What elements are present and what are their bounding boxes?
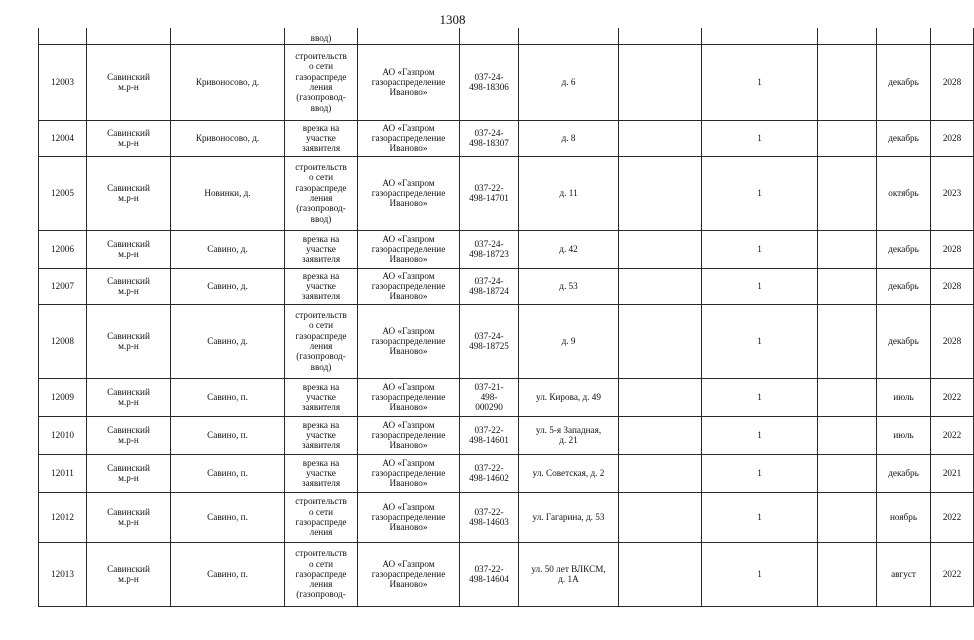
cell-quantity: 1 [702, 120, 818, 156]
cell-address: д. 11 [519, 156, 619, 230]
cell-month: декабрь [877, 44, 931, 120]
cell-number: 12012 [39, 492, 87, 542]
cell-address: д. 8 [519, 120, 619, 156]
cell-year: 2022 [931, 378, 974, 416]
cell-organization: АО «Газпром газораспределение Иваново» [358, 230, 460, 268]
cell-address: ул. Гагарина, д. 53 [519, 492, 619, 542]
cell-number: 12007 [39, 268, 87, 304]
cell-empty-1 [619, 268, 702, 304]
cell-work-type: врезка на участке заявителя [285, 378, 358, 416]
cell-locality: Савино, п. [171, 492, 285, 542]
cell-empty-1 [619, 44, 702, 120]
cell-year: 2028 [931, 268, 974, 304]
cell-code: 037-22- 498-14602 [460, 454, 519, 492]
cell-year: 2028 [931, 230, 974, 268]
cell-month: ноябрь [877, 492, 931, 542]
cell-locality: Савино, п. [171, 416, 285, 454]
table-row [39, 120, 974, 156]
cell-address: д. 42 [519, 230, 619, 268]
cell-empty-2 [818, 416, 877, 454]
cell-code: 037-24- 498-18724 [460, 268, 519, 304]
cell-work-type: строительств о сети газораспреде ления [285, 492, 358, 542]
cell-work-type: строительств о сети газораспреде ления (газопровод- ввод) [285, 304, 358, 378]
cell-empty-2 [818, 120, 877, 156]
cell-locality: Савино, п. [171, 378, 285, 416]
table-row [39, 416, 974, 454]
cell-number: 12003 [39, 44, 87, 120]
cell-address: ул. 5-я Западная, д. 21 [519, 416, 619, 454]
cell-district: Савинский м.р-н [87, 542, 171, 606]
table-row [39, 492, 974, 542]
cell-organization: АО «Газпром газораспределение Иваново» [358, 156, 460, 230]
cell-code: 037-24- 498-18306 [460, 44, 519, 120]
cell-empty-2 [818, 542, 877, 606]
cell-district: Савинский м.р-н [87, 268, 171, 304]
cell-year: 2022 [931, 492, 974, 542]
cell-organization: АО «Газпром газораспределение Иваново» [358, 542, 460, 606]
cell-year: 2022 [931, 542, 974, 606]
cell-empty-1 [619, 304, 702, 378]
cell-organization: АО «Газпром газораспределение Иваново» [358, 120, 460, 156]
cell-address: ул. Советская, д. 2 [519, 454, 619, 492]
cell-work-type: врезка на участке заявителя [285, 120, 358, 156]
cell-code: 037-22- 498-14603 [460, 492, 519, 542]
cell-quantity: 1 [702, 416, 818, 454]
cell-month: декабрь [877, 120, 931, 156]
cell-district: Савинский м.р-н [87, 378, 171, 416]
cell-month: декабрь [877, 304, 931, 378]
cell-locality [171, 28, 285, 44]
cell-locality: Савино, п. [171, 454, 285, 492]
cell-empty-2 [818, 454, 877, 492]
cell-quantity: 1 [702, 44, 818, 120]
cell-district: Савинский м.р-н [87, 454, 171, 492]
cell-empty-2 [818, 230, 877, 268]
table-row [39, 378, 974, 416]
table-row [39, 44, 974, 120]
cell-empty-2 [818, 492, 877, 542]
cell-work-type: строительств о сети газораспреде ления (газопровод- [285, 542, 358, 606]
cell-organization: АО «Газпром газораспределение Иваново» [358, 44, 460, 120]
cell-empty-1 [619, 542, 702, 606]
cell-work-type: врезка на участке заявителя [285, 416, 358, 454]
cell-district: Савинский м.р-н [87, 492, 171, 542]
cell-organization: АО «Газпром газораспределение Иваново» [358, 492, 460, 542]
cell-work-type: врезка на участке заявителя [285, 268, 358, 304]
cell-address: д. 6 [519, 44, 619, 120]
cell-district: Савинский м.р-н [87, 230, 171, 268]
cell-year: 2021 [931, 454, 974, 492]
cell-quantity [702, 28, 818, 44]
cell-locality: Новинки, д. [171, 156, 285, 230]
cell-number: 12011 [39, 454, 87, 492]
cell-work-type: строительств о сети газораспреде ления (газопровод- ввод) [285, 156, 358, 230]
cell-work-type: врезка на участке заявителя [285, 454, 358, 492]
cell-number: 12006 [39, 230, 87, 268]
cell-number: 12010 [39, 416, 87, 454]
cell-month: июль [877, 378, 931, 416]
cell-month: декабрь [877, 454, 931, 492]
table-row [39, 304, 974, 378]
cell-empty-1 [619, 492, 702, 542]
cell-number: 12004 [39, 120, 87, 156]
cell-organization: АО «Газпром газораспределение Иваново» [358, 304, 460, 378]
cell-organization: АО «Газпром газораспределение Иваново» [358, 378, 460, 416]
cell-empty-1 [619, 454, 702, 492]
cell-quantity: 1 [702, 304, 818, 378]
cell-quantity: 1 [702, 492, 818, 542]
cell-month: август [877, 542, 931, 606]
cell-number: 12013 [39, 542, 87, 606]
cell-organization: АО «Газпром газораспределение Иваново» [358, 416, 460, 454]
cell-code: 037-24- 498-18723 [460, 230, 519, 268]
cell-work-type: врезка на участке заявителя [285, 230, 358, 268]
cell-district: Савинский м.р-н [87, 156, 171, 230]
cell-empty-1 [619, 378, 702, 416]
cell-year: 2028 [931, 44, 974, 120]
cell-empty-1 [619, 156, 702, 230]
cell-code: 037-24- 498-18725 [460, 304, 519, 378]
cell-number: 12005 [39, 156, 87, 230]
cell-year [931, 28, 974, 44]
table-row [39, 268, 974, 304]
cell-district: Савинский м.р-н [87, 44, 171, 120]
cell-month: декабрь [877, 230, 931, 268]
cell-district: Савинский м.р-н [87, 416, 171, 454]
cell-code: 037-22- 498-14701 [460, 156, 519, 230]
cell-code: 037-22- 498-14601 [460, 416, 519, 454]
cell-year: 2028 [931, 120, 974, 156]
cell-code: 037-24- 498-18307 [460, 120, 519, 156]
cell-locality: Кривоносово, д. [171, 120, 285, 156]
cell-address [519, 28, 619, 44]
cell-organization: АО «Газпром газораспределение Иваново» [358, 268, 460, 304]
cell-empty-2 [818, 156, 877, 230]
cell-quantity: 1 [702, 542, 818, 606]
cell-year: 2028 [931, 304, 974, 378]
cell-code [460, 28, 519, 44]
continued-row [39, 28, 974, 44]
cell-number: 12008 [39, 304, 87, 378]
table-row [39, 230, 974, 268]
cell-empty-2 [818, 268, 877, 304]
cell-empty-2 [818, 304, 877, 378]
cell-quantity: 1 [702, 378, 818, 416]
cell-empty-1 [619, 230, 702, 268]
cell-year: 2022 [931, 416, 974, 454]
page-number: 1308 [439, 12, 466, 27]
cell-district: Савинский м.р-н [87, 304, 171, 378]
cell-quantity: 1 [702, 156, 818, 230]
gas-connection-table [38, 28, 974, 607]
cell-work-type: строительств о сети газораспреде ления (газопровод- ввод) [285, 44, 358, 120]
table-row [39, 454, 974, 492]
cell-locality: Кривоносово, д. [171, 44, 285, 120]
cell-empty-2 [818, 44, 877, 120]
cell-month: декабрь [877, 268, 931, 304]
cell-locality: Савино, д. [171, 230, 285, 268]
cell-work-type: ввод) [285, 28, 358, 44]
cell-month [877, 28, 931, 44]
cell-locality: Савино, п. [171, 542, 285, 606]
table-row [39, 156, 974, 230]
cell-locality: Савино, д. [171, 304, 285, 378]
cell-address: д. 9 [519, 304, 619, 378]
cell-month: июль [877, 416, 931, 454]
table-row [39, 542, 974, 606]
cell-year: 2023 [931, 156, 974, 230]
cell-empty-2 [818, 378, 877, 416]
cell-code: 037-21- 498- 000290 [460, 378, 519, 416]
cell-code: 037-22- 498-14604 [460, 542, 519, 606]
cell-address: д. 53 [519, 268, 619, 304]
cell-quantity: 1 [702, 230, 818, 268]
cell-organization: АО «Газпром газораспределение Иваново» [358, 454, 460, 492]
cell-quantity: 1 [702, 268, 818, 304]
cell-address: ул. 50 лет ВЛКСМ, д. 1А [519, 542, 619, 606]
cell-quantity: 1 [702, 454, 818, 492]
cell-empty-1 [619, 416, 702, 454]
cell-address: ул. Кирова, д. 49 [519, 378, 619, 416]
cell-empty-1 [619, 28, 702, 44]
cell-empty-2 [818, 28, 877, 44]
cell-organization [358, 28, 460, 44]
cell-district: Савинский м.р-н [87, 120, 171, 156]
cell-locality: Савино, д. [171, 268, 285, 304]
cell-empty-1 [619, 120, 702, 156]
cell-district [87, 28, 171, 44]
cell-month: октябрь [877, 156, 931, 230]
cell-number: 12009 [39, 378, 87, 416]
cell-number [39, 28, 87, 44]
